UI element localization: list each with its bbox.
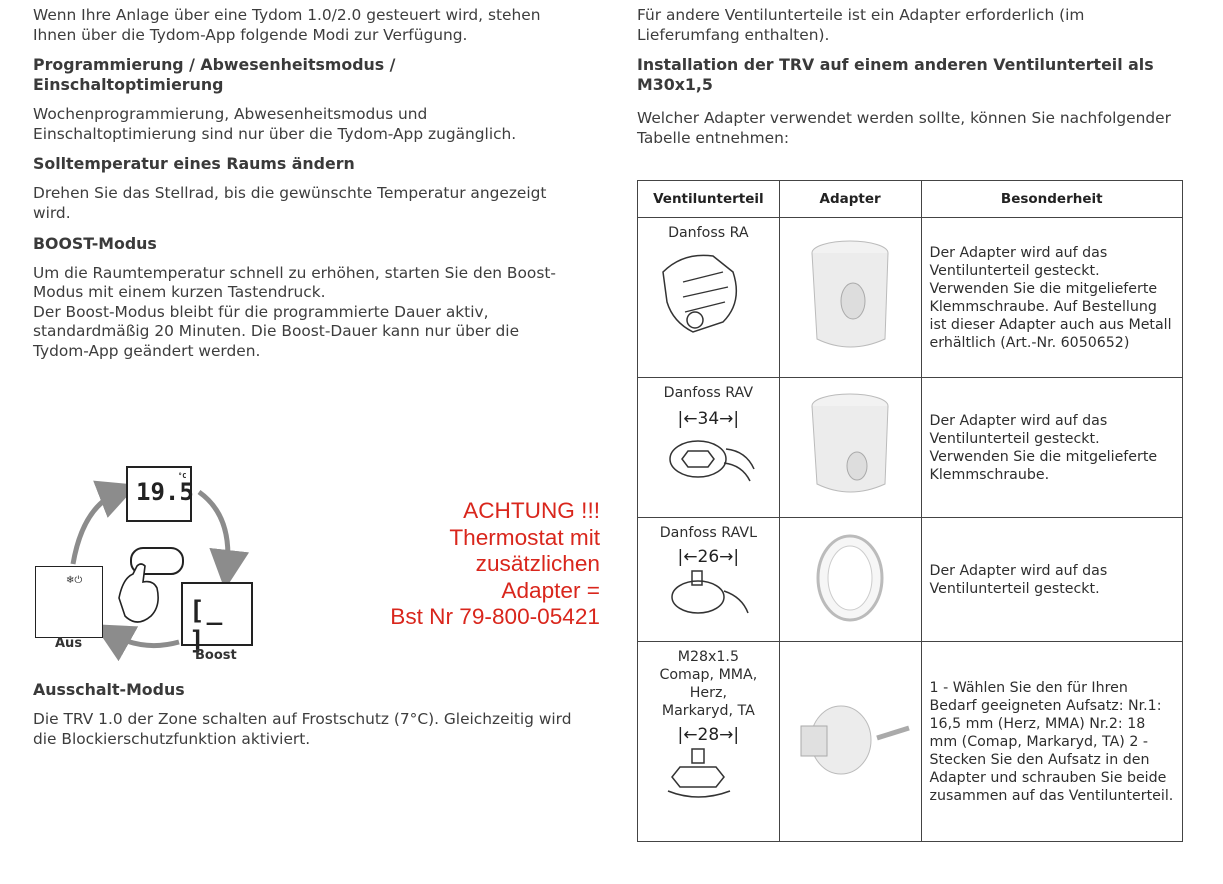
left-column [33, 6, 573, 362]
adapter-intro: Für andere Ventilunterteile ist ein Adapter erforderlich (im Lieferumfang enthalten). [637, 6, 1085, 44]
heading-setpoint: Solltemperatur eines Raums ändern [33, 154, 355, 174]
valve-name: Danfoss RA [668, 225, 749, 241]
valve-name: M28x1.5 Comap, MMA, Herz, Markaryd, TA [659, 649, 758, 719]
label-off: Aus [55, 636, 83, 651]
note-cell: Der Adapter wird auf das Ventilunterteil gesteckt. [921, 518, 1182, 642]
intro-text: Wenn Ihre Anlage über eine Tydom 1.0/2.0 gesteuert wird, stehen Ihnen über die Tydom-App folgende Modi zur Verfügung. [33, 6, 541, 44]
adapter-table [637, 180, 1183, 842]
right-column [637, 6, 1185, 148]
header-adapter: Adapter [779, 181, 921, 218]
warning-line-5: Bst Nr 79-800-05421 [390, 604, 600, 630]
adapter-cell [779, 518, 921, 642]
heading-boost: BOOST-Modus [33, 233, 157, 253]
boost-text-1: Um die Raumtemperatur schnell zu erhöhen, starten Sie den Boost-Modus mit einem kurzen Tastendruck. [33, 263, 556, 302]
table-row [638, 218, 1183, 378]
display-off [35, 566, 103, 638]
valve-drawing-icon [658, 745, 758, 803]
installation-text: Welcher Adapter verwendet werden sollte, können Sie nachfolgender Tabelle entnehmen: [637, 109, 1171, 147]
boost-display: [_ ] [189, 596, 225, 656]
warning-line-1: ACHTUNG !!! [463, 498, 600, 523]
boost-text-2: Der Boost-Modus bleibt für die programmierte Dauer aktiv, standardmäßig 20 Minuten. Die Boost-Dauer kann nur über die Tydom-App geändert werden. [33, 302, 520, 360]
table-row [638, 518, 1183, 642]
adapter-image-icon [785, 690, 915, 790]
adapter-image-icon [805, 386, 895, 506]
heading-off-mode: Ausschalt-Modus [33, 680, 185, 699]
programming-text: Wochenprogrammierung, Abwesenheitsmodus und Einschaltoptimierung sind nur über die Tydom-App zugänglich. [33, 105, 517, 143]
valve-cell [638, 218, 780, 378]
table-row [638, 378, 1183, 518]
heading-installation: Installation der TRV auf einem anderen Ventilunterteil als M30x1,5 [637, 55, 1154, 95]
warning-note [330, 498, 600, 631]
table-header-row [638, 181, 1183, 218]
table-row [638, 642, 1183, 842]
display-temperature [126, 466, 192, 522]
off-mode-section [33, 680, 573, 749]
valve-drawing-icon [658, 567, 758, 619]
note-cell: Der Adapter wird auf das Ventilunterteil gesteckt. Verwenden Sie die mitgelieferte Klemmschraube. [921, 378, 1182, 518]
header-note: Besonderheit [921, 181, 1182, 218]
off-mode-text: Die TRV 1.0 der Zone schalten auf Frostschutz (7°C). Gleichzeitig wird die Blockierschutzfunktion aktiviert. [33, 710, 572, 748]
dimension-value: 28 [697, 725, 720, 745]
valve-drawing-icon [653, 242, 763, 342]
dimension-label: |←28→| [677, 725, 740, 745]
note-cell: Der Adapter wird auf das Ventilunterteil gesteckt. Verwenden Sie die mitgelieferte Klemmschraube. Auf Bestellung ist dieser Adapter auch aus Metall erhältlich (Art.-Nr. 6050652) [921, 218, 1182, 378]
frost-icon: ❄⏻ [66, 575, 83, 586]
display-unit: °C [178, 472, 187, 480]
adapter-image-icon [810, 528, 890, 628]
valve-cell [638, 642, 780, 842]
adapter-cell [779, 378, 921, 518]
setpoint-text: Drehen Sie das Stellrad, bis die gewünschte Temperatur angezeigt wird. [33, 184, 547, 222]
label-boost: Boost [195, 648, 237, 663]
adapter-cell [779, 218, 921, 378]
mode-diagram [33, 466, 283, 666]
dimension-label: |←26→| [677, 547, 740, 567]
valve-drawing-icon [658, 429, 758, 489]
header-valve: Ventilunterteil [638, 181, 780, 218]
heading-programming: Programmierung / Abwesenheitsmodus / Einschaltoptimierung [33, 55, 396, 95]
valve-cell [638, 518, 780, 642]
display-value: 19.5 [136, 478, 194, 506]
valve-name: Danfoss RAVL [659, 525, 757, 541]
warning-line-4: Adapter = [501, 577, 600, 603]
note-cell: 1 - Wählen Sie den für Ihren Bedarf geeigneten Aufsatz: Nr.1: 16,5 mm (Herz, MMA) Nr.2: 18 mm (Comap, Markaryd, TA) 2 - Stecken Sie den Aufsatz in den Adapter und schrauben Sie beide zusammen auf das Ventilunterteil. [921, 642, 1182, 842]
warning-line-2: Thermostat mit [449, 524, 600, 550]
valve-name: Danfoss RAV [663, 385, 754, 401]
adapter-cell [779, 642, 921, 842]
dimension-value: 26 [697, 547, 720, 567]
adapter-image-icon [805, 231, 895, 361]
dimension-label: |←34→| [677, 409, 740, 429]
dimension-value: 34 [697, 409, 720, 429]
warning-line-3: zusätzlichen [475, 551, 600, 577]
valve-cell [638, 378, 780, 518]
